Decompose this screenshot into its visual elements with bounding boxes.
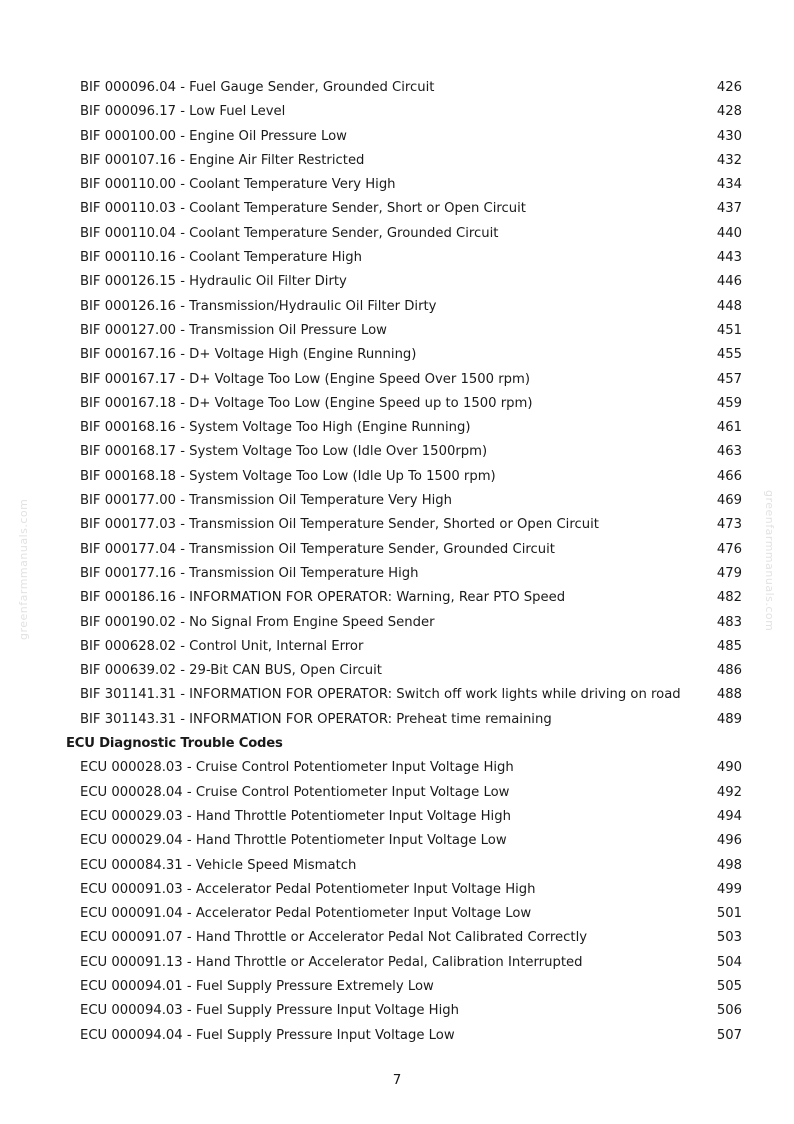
toc-entry-page: 443 — [716, 250, 742, 266]
toc-entry-page: 488 — [716, 687, 742, 703]
toc-entry-page: 486 — [716, 663, 742, 679]
toc-entry[interactable] — [0, 586, 794, 610]
toc-entry[interactable] — [0, 902, 794, 926]
toc-entry[interactable] — [0, 756, 794, 780]
toc-entry-title: BIF 000110.16 - Coolant Temperature High — [80, 250, 363, 266]
toc-entry-title: BIF 000167.18 - D+ Voltage Too Low (Engine Speed up to 1500 rpm) — [80, 395, 533, 411]
bif-entry-list — [0, 76, 794, 732]
toc-entry-title: BIF 000096.17 - Low Fuel Level — [80, 104, 286, 120]
toc-entry-page: 463 — [716, 444, 742, 460]
toc-entry-title: BIF 000190.02 - No Signal From Engine Speed Sender — [80, 614, 435, 630]
section-heading — [0, 732, 794, 756]
table-of-contents — [0, 76, 794, 1048]
toc-entry[interactable] — [0, 683, 794, 707]
page-number: 7 — [392, 1072, 402, 1088]
toc-entry[interactable] — [0, 100, 794, 124]
toc-entry[interactable] — [0, 513, 794, 537]
toc-entry-page: 498 — [716, 857, 742, 873]
toc-entry-page: 434 — [716, 177, 742, 193]
toc-entry[interactable] — [0, 659, 794, 683]
toc-entry-title: ECU 000091.04 - Accelerator Pedal Potentiometer Input Voltage Low — [80, 906, 532, 922]
toc-entry-page: 489 — [716, 711, 742, 727]
toc-entry[interactable] — [0, 197, 794, 221]
toc-entry-page: 446 — [716, 274, 742, 290]
toc-entry[interactable] — [0, 538, 794, 562]
toc-entry-title: BIF 301141.31 - INFORMATION FOR OPERATOR: Switch off work lights while driving on road — [80, 687, 681, 703]
toc-entry-page: 479 — [716, 565, 742, 581]
toc-entry[interactable] — [0, 246, 794, 270]
toc-entry-page: 437 — [716, 201, 742, 217]
toc-entry-title: BIF 000126.16 - Transmission/Hydraulic Oil Filter Dirty — [80, 298, 437, 314]
toc-entry[interactable] — [0, 416, 794, 440]
toc-entry[interactable] — [0, 951, 794, 975]
toc-entry-page: 490 — [716, 760, 742, 776]
toc-entry[interactable] — [0, 368, 794, 392]
toc-entry[interactable] — [0, 392, 794, 416]
toc-entry[interactable] — [0, 611, 794, 635]
toc-entry-page: 432 — [716, 152, 742, 168]
toc-entry[interactable] — [0, 829, 794, 853]
toc-entry-page: 503 — [716, 930, 742, 946]
toc-entry-page: 499 — [716, 881, 742, 897]
toc-entry[interactable] — [0, 708, 794, 732]
toc-entry-title: BIF 000167.16 - D+ Voltage High (Engine Running) — [80, 347, 417, 363]
toc-entry-page: 426 — [716, 80, 742, 95]
toc-entry-title: BIF 000168.17 - System Voltage Too Low (Idle Over 1500rpm) — [80, 444, 488, 460]
toc-entry-title: BIF 000168.18 - System Voltage Too Low (Idle Up To 1500 rpm) — [80, 468, 496, 484]
watermark-right: greenfarmmanuals.com — [763, 490, 776, 632]
toc-entry-page: 469 — [716, 493, 742, 509]
toc-entry-title: BIF 000168.16 - System Voltage Too High (Engine Running) — [80, 420, 471, 436]
toc-entry[interactable] — [0, 805, 794, 829]
toc-entry[interactable] — [0, 781, 794, 805]
toc-entry-title: ECU 000091.07 - Hand Throttle or Accelerator Pedal Not Calibrated Correctly — [80, 930, 588, 946]
toc-entry-page: 430 — [716, 128, 742, 144]
toc-entry-page: 459 — [716, 395, 742, 411]
toc-entry-page: 492 — [716, 784, 742, 800]
toc-entry-title: BIF 301143.31 - INFORMATION FOR OPERATOR: Preheat time remaining — [80, 711, 552, 727]
toc-entry[interactable] — [0, 295, 794, 319]
toc-entry-title: BIF 000177.04 - Transmission Oil Temperature Sender, Grounded Circuit — [80, 541, 555, 557]
toc-entry-title: ECU 000091.13 - Hand Throttle or Accelerator Pedal, Calibration Interrupted — [80, 954, 583, 970]
toc-entry-title: BIF 000127.00 - Transmission Oil Pressure Low — [80, 322, 387, 338]
toc-entry-title: ECU 000028.04 - Cruise Control Potentiometer Input Voltage Low — [80, 784, 510, 800]
toc-entry[interactable] — [0, 319, 794, 343]
toc-entry[interactable] — [0, 173, 794, 197]
toc-entry-page: 448 — [716, 298, 742, 314]
toc-entry[interactable] — [0, 635, 794, 659]
toc-entry[interactable] — [0, 343, 794, 367]
toc-entry[interactable] — [0, 926, 794, 950]
toc-entry-title: BIF 000177.03 - Transmission Oil Temperature Sender, Shorted or Open Circuit — [80, 517, 599, 533]
toc-entry-title: BIF 000186.16 - INFORMATION FOR OPERATOR: Warning, Rear PTO Speed — [80, 590, 566, 606]
toc-entry-title: BIF 000639.02 - 29-Bit CAN BUS, Open Circuit — [80, 663, 382, 679]
toc-entry-page: 501 — [716, 906, 742, 922]
toc-entry-page: 466 — [716, 468, 742, 484]
toc-entry-page: 473 — [716, 517, 742, 533]
toc-entry[interactable] — [0, 465, 794, 489]
toc-entry[interactable] — [0, 149, 794, 173]
toc-entry[interactable] — [0, 1024, 794, 1048]
toc-entry[interactable] — [0, 440, 794, 464]
toc-entry-title: BIF 000100.00 - Engine Oil Pressure Low — [80, 128, 347, 144]
toc-entry[interactable] — [0, 270, 794, 294]
watermark-left: greenfarmmanuals.com — [17, 498, 30, 640]
toc-entry-page: 506 — [716, 1003, 742, 1019]
toc-entry-title: BIF 000177.16 - Transmission Oil Temperature High — [80, 565, 419, 581]
toc-entry[interactable] — [0, 222, 794, 246]
toc-entry-title: BIF 000167.17 - D+ Voltage Too Low (Engine Speed Over 1500 rpm) — [80, 371, 531, 387]
toc-entry-page: 496 — [716, 833, 742, 849]
toc-entry-page: 494 — [716, 808, 742, 824]
toc-entry-page: 485 — [716, 638, 742, 654]
toc-entry-page: 482 — [716, 590, 742, 606]
toc-entry[interactable] — [0, 76, 794, 100]
ecu-entry-list — [0, 756, 794, 1048]
toc-entry-title: ECU 000029.04 - Hand Throttle Potentiometer Input Voltage Low — [80, 833, 507, 849]
toc-entry-title: ECU 000094.03 - Fuel Supply Pressure Input Voltage High — [80, 1003, 459, 1019]
toc-entry-page: 428 — [716, 104, 742, 120]
toc-entry-title: ECU 000084.31 - Vehicle Speed Mismatch — [80, 857, 357, 873]
toc-entry-page: 455 — [716, 347, 742, 363]
toc-entry-title: ECU 000091.03 - Accelerator Pedal Potentiometer Input Voltage High — [80, 881, 536, 897]
toc-entry-title: ECU 000029.03 - Hand Throttle Potentiometer Input Voltage High — [80, 808, 511, 824]
toc-entry-page: 451 — [716, 322, 742, 338]
toc-entry[interactable] — [0, 975, 794, 999]
toc-entry-page: 504 — [716, 954, 742, 970]
toc-entry-title: BIF 000107.16 - Engine Air Filter Restricted — [80, 152, 365, 168]
toc-entry[interactable] — [0, 562, 794, 586]
toc-entry-title: ECU 000028.03 - Cruise Control Potentiometer Input Voltage High — [80, 760, 514, 776]
toc-entry-title: ECU 000094.01 - Fuel Supply Pressure Extremely Low — [80, 978, 434, 994]
toc-entry[interactable] — [0, 125, 794, 149]
toc-entry[interactable] — [0, 878, 794, 902]
toc-entry-title: ECU 000094.04 - Fuel Supply Pressure Input Voltage Low — [80, 1027, 455, 1043]
toc-entry-page: 505 — [716, 978, 742, 994]
toc-entry-page: 461 — [716, 420, 742, 436]
toc-entry[interactable] — [0, 999, 794, 1023]
toc-entry-page: 457 — [716, 371, 742, 387]
toc-entry-title: BIF 000110.03 - Coolant Temperature Sender, Short or Open Circuit — [80, 201, 526, 217]
toc-entry-title: BIF 000096.04 - Fuel Gauge Sender, Grounded Circuit — [80, 80, 435, 95]
toc-entry-page: 476 — [716, 541, 742, 557]
toc-entry[interactable] — [0, 489, 794, 513]
toc-entry-title: BIF 000110.04 - Coolant Temperature Sender, Grounded Circuit — [80, 225, 499, 241]
toc-entry-title: BIF 000126.15 - Hydraulic Oil Filter Dirty — [80, 274, 347, 290]
toc-entry[interactable] — [0, 854, 794, 878]
section-heading-title: ECU Diagnostic Trouble Codes — [66, 736, 283, 752]
toc-entry-page: 507 — [716, 1027, 742, 1043]
toc-entry-page: 440 — [716, 225, 742, 241]
toc-entry-title: BIF 000628.02 - Control Unit, Internal Error — [80, 638, 364, 654]
toc-entry-title: BIF 000110.00 - Coolant Temperature Very High — [80, 177, 396, 193]
toc-entry-title: BIF 000177.00 - Transmission Oil Temperature Very High — [80, 493, 453, 509]
toc-entry-page: 483 — [716, 614, 742, 630]
